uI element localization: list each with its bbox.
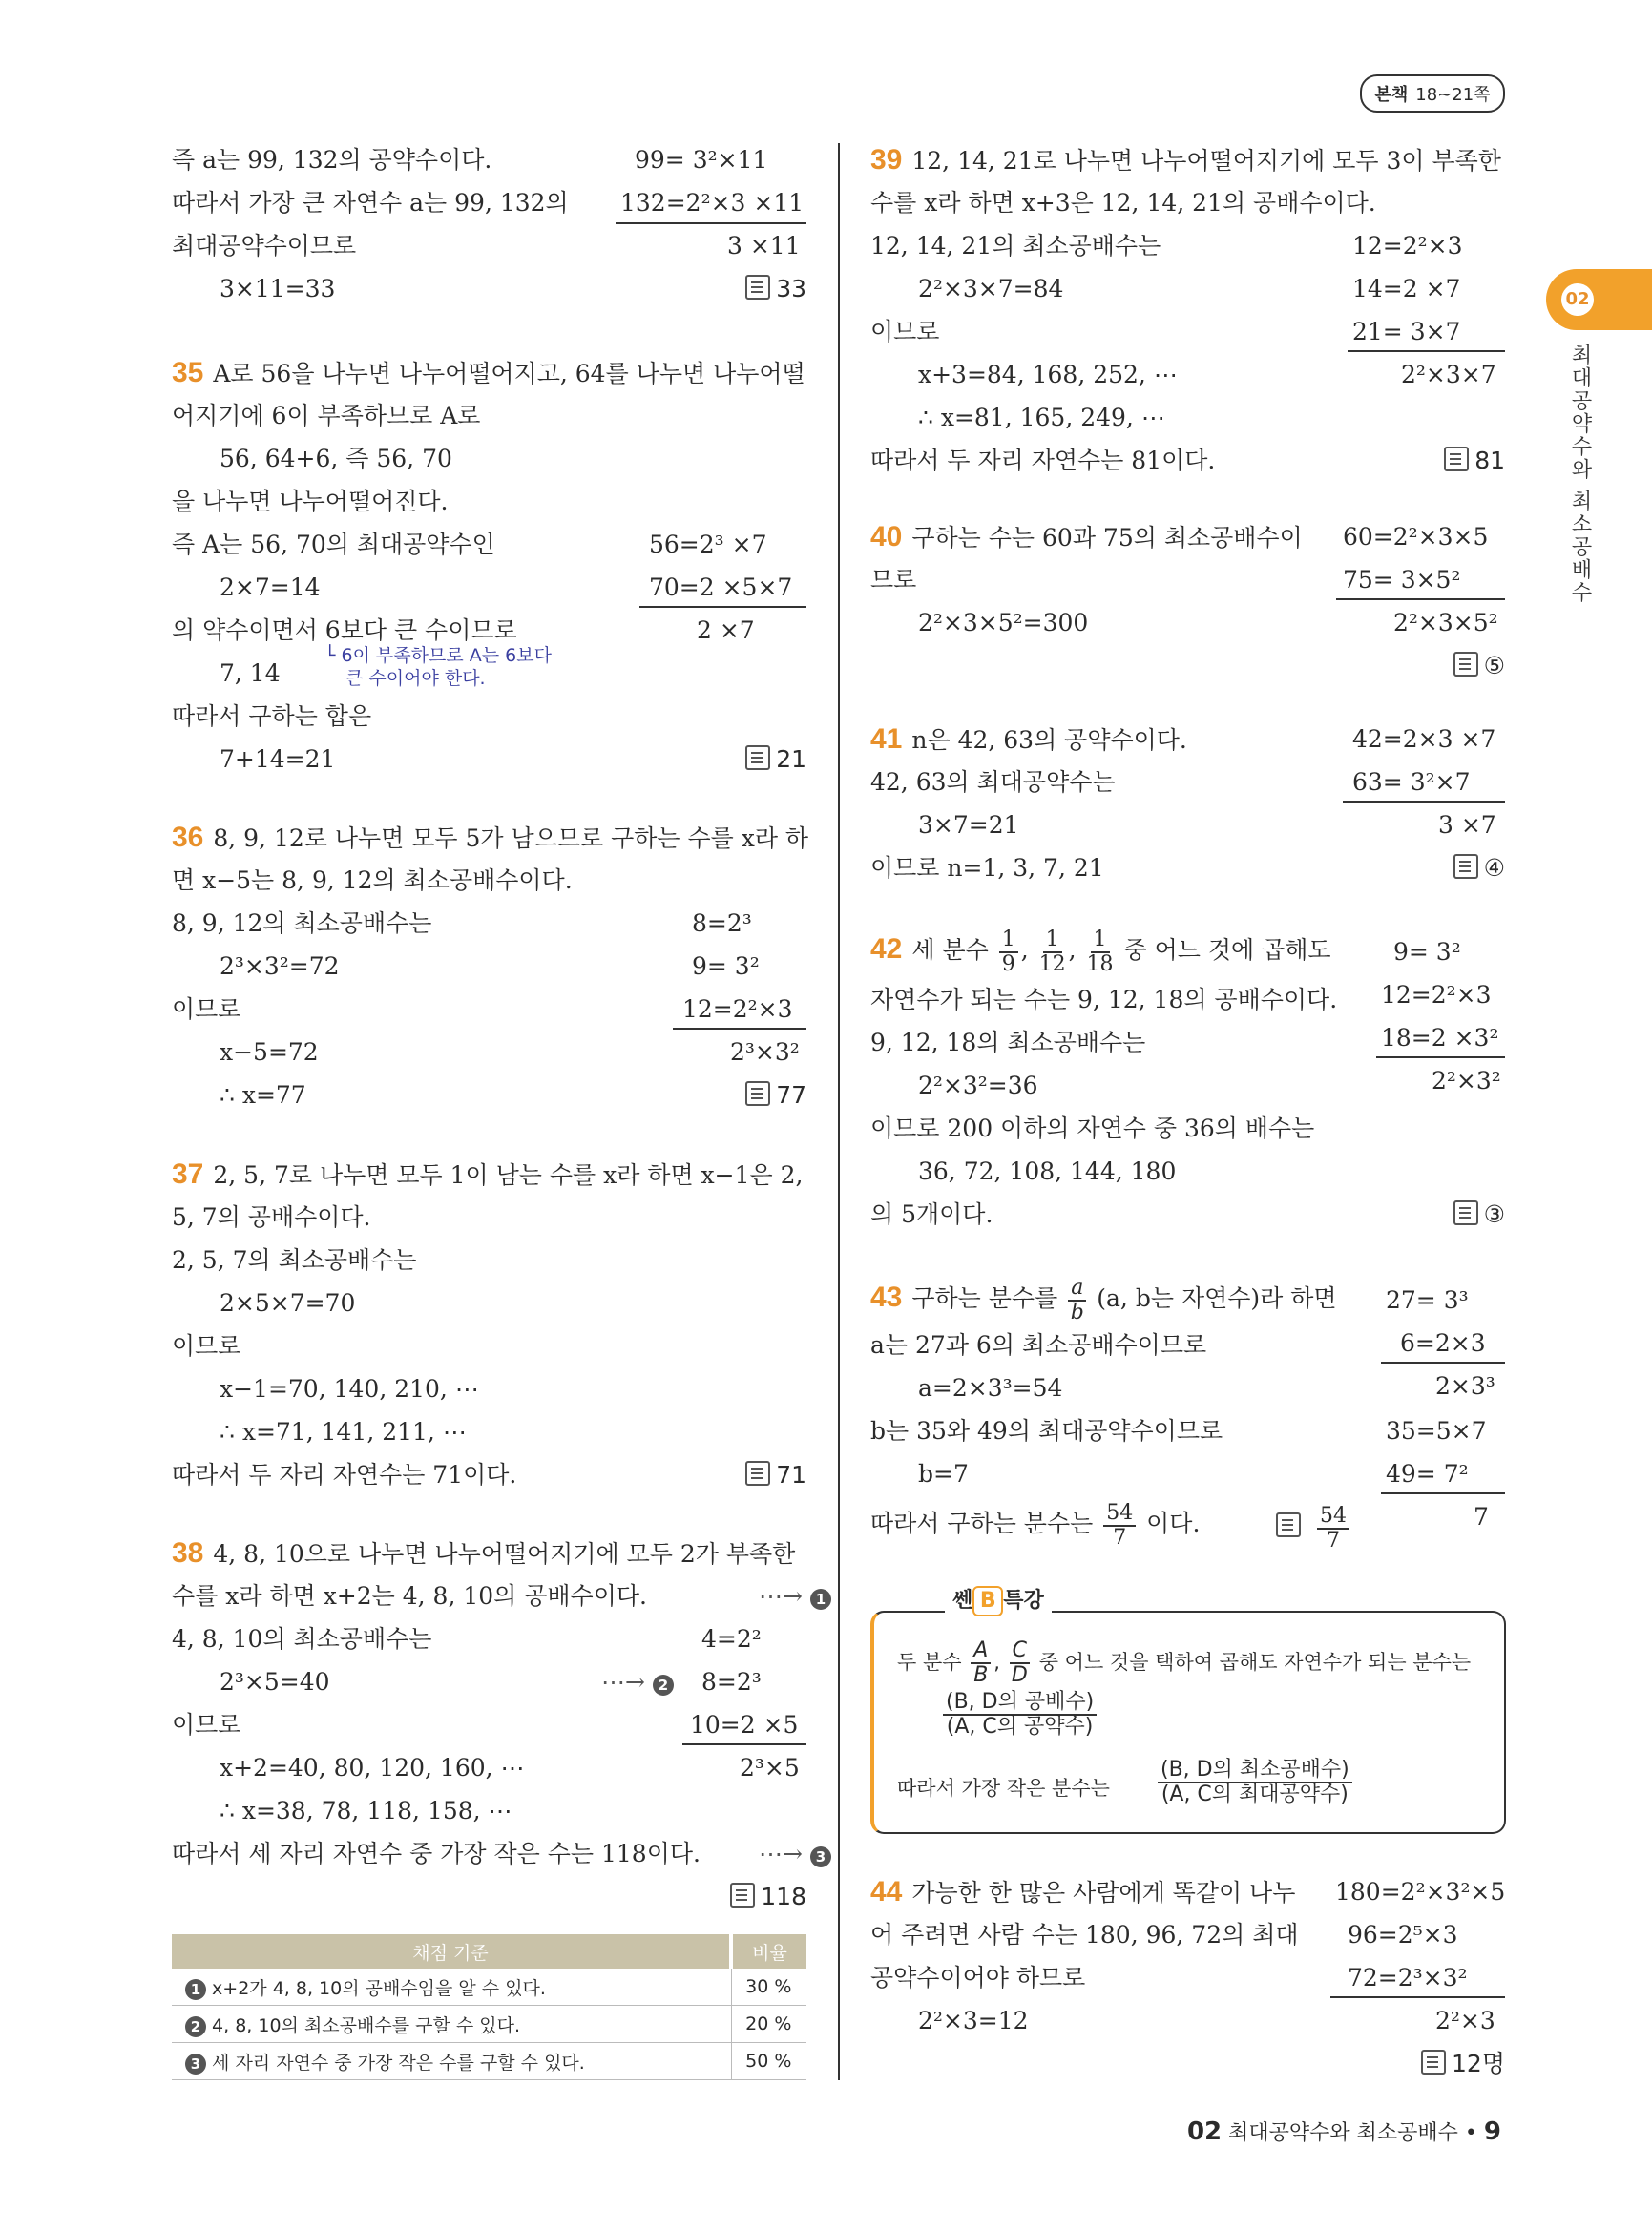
p39-line6: x+3=84, 168, 252, ⋯ [918,361,1178,388]
p41-factor1: 42=2×3 ×7 [1352,725,1496,753]
p39-rule [1348,350,1505,352]
p36-factor2: 9= 3² [692,952,760,980]
p37-line5: 이므로 [172,1332,241,1360]
p41-answer: ④ [1453,851,1505,886]
p44-line1: 44 가능한 한 많은 사람에게 똑같이 나누 [870,1876,1296,1908]
p34-factor2: 132=2²×3 ×11 [620,189,805,217]
answer-icon [745,745,770,770]
p38-line5: 이므로 [172,1711,241,1739]
p39-line1: 39 12, 14, 21로 나누면 나누어떨어지기에 모두 3이 부족한 [870,144,1501,176]
p35-line5: 즉 A는 56, 70의 최대공약수인 [172,531,495,558]
problem-number: 38 [172,1537,204,1569]
p42-line2: 자연수가 되는 수는 9, 12, 18의 공배수이다. [870,986,1338,1013]
p42-answer: ③ [1453,1198,1505,1232]
grading-header-ratio: 비율 [731,1934,806,1969]
p40-line3: 2²×3×5²=300 [918,609,1089,636]
p41-line2: 42, 63의 최대공약수는 [870,768,1116,796]
p43-gcd: 7 [1474,1503,1489,1531]
p40-lcm: 2²×3×5² [1393,609,1498,636]
p43-line5: b=7 [918,1460,969,1488]
p38-factor1: 4=2² [701,1625,762,1653]
p35-note1: └ 6이 부족하므로 A는 6보다 [324,645,552,666]
fraction: $\frac{1}{9}$ [999,928,1018,976]
step-marker-3: ⋯→ 3 [759,1837,831,1871]
p41-line1: 41 n은 42, 63의 공약수이다. [870,723,1187,755]
p44-factor1: 180=2²×3²×5 [1335,1878,1506,1906]
p38-line3: 4, 8, 10의 최소공배수는 [172,1625,432,1653]
p42-line5: 이므로 200 이하의 자연수 중 36의 배수는 [870,1115,1315,1142]
special-lecture-label: 쎈 B 특강 [945,1584,1052,1616]
p43-answer [1276,1503,1352,1553]
p36-lcm: 2³×3² [730,1038,800,1066]
page-number: 9 [1483,2117,1501,2146]
p34-factor1: 99= 3²×11 [635,146,768,174]
p42-rule [1376,1056,1505,1058]
p34-answer: 33 [745,272,806,306]
p38-factor2: 8=2³ [701,1668,762,1696]
p43-line6: 따라서 구하는 분수는 $\frac{54}{7}$ 이다. [870,1500,1201,1550]
page-range: 18~21쪽 [1415,85,1491,105]
p39-answer: 81 [1444,444,1505,478]
step-marker-2: ⋯→ 2 [601,1665,674,1699]
p39-line4: 2²×3×7=84 [918,275,1064,302]
p41-factor2: 63= 3²×7 [1352,768,1471,796]
answer-icon [1276,1512,1301,1537]
p44-line3: 공약수이어야 하므로 [870,1964,1086,1991]
problem-number: 36 [172,822,204,853]
p39-lcm: 2²×3×7 [1401,361,1496,388]
p43-factor2: 6=2×3 [1400,1329,1486,1357]
p34-rule [616,222,806,224]
p36-line4: 2³×3²=72 [220,952,340,980]
p44-factor2: 96=2⁵×3 [1348,1921,1458,1949]
p35-line10: 7+14=21 [220,745,336,773]
p42-line4: 2²×3²=36 [918,1072,1038,1099]
p44-line2: 어 주려면 사람 수는 180, 96, 72의 최대 [870,1921,1299,1949]
p36-factor1: 8=2³ [692,909,752,937]
p35-line9: 따라서 구하는 합은 [172,702,372,730]
problem-number: 35 [172,357,204,388]
p42-line1: 42 세 분수 $\frac{1}{9}$ , $\frac{1}{12}$ , $\frac{1}{18}$ 중 어느 것에 곱해도 [870,927,1331,976]
problem-number: 43 [870,1282,903,1313]
p38-line1: 38 4, 8, 10으로 나누면 나누어떨어지기에 모두 2가 부족한 [172,1537,796,1569]
p38-factor3: 10=2 ×5 [690,1711,799,1739]
fraction: $\frac{A}{B}$ [971,1639,991,1687]
answer-icon [1444,447,1469,471]
p35-factor2: 70=2 ×5×7 [649,573,793,601]
p43-rule2 [1381,1492,1505,1494]
p34-line4: 3×11=33 [220,275,336,302]
p36-line3: 8, 9, 12의 최소공배수는 [172,909,432,937]
p36-line2: 면 x−5는 8, 9, 12의 최소공배수이다. [172,866,573,894]
p36-factor3: 12=2²×3 [682,995,793,1023]
p35-line2: 어지기에 6이 부족하므로 A로 [172,402,481,429]
p37-line8: 따라서 두 자리 자연수는 71이다. [172,1461,517,1489]
problem-number: 44 [870,1876,903,1908]
p38-line6: x+2=40, 80, 120, 160, ⋯ [220,1754,525,1782]
p42-line3: 9, 12, 18의 최소공배수는 [870,1029,1146,1056]
p35-answer: 21 [745,742,806,777]
p34-line2: 따라서 가장 큰 자연수 a는 99, 132의 [172,189,569,217]
grading-row: 1 x+2가 4, 8, 10의 공배수임을 알 수 있다. 30 % [172,1969,806,2006]
p43-factor3: 35=5×7 [1386,1417,1487,1445]
footer-chapter: 02 [1186,2117,1223,2146]
p34-line1: 즉 a는 99, 132의 공약수이다. [172,146,492,174]
p41-rule [1343,801,1505,803]
answer-icon [1421,2050,1446,2075]
p37-line6: x−1=70, 140, 210, ⋯ [220,1375,479,1403]
answer-icon [745,1461,770,1486]
chapter-title: 최대공약수와 최소공배수 [1568,344,1592,604]
p34-line3: 최대공약수이므로 [172,232,357,260]
problem-number: 42 [870,933,903,965]
p38-line4: 2³×5=40 [220,1668,330,1696]
problem-number: 39 [870,144,903,176]
p36-line5: 이므로 [172,995,241,1023]
p38-answer: 118 [730,1880,806,1914]
fraction: $\frac{C}{D}$ [1010,1639,1030,1687]
problem-number: 41 [870,723,903,755]
p42-factor2: 12=2²×3 [1381,981,1492,1009]
p34-gcd: 3 ×11 [727,232,801,260]
fraction: $\frac{\text{(B, D의 공배수)}}{\text{(A, C의 공약수)}}$ [943,1691,1097,1739]
p44-line4: 2²×3=12 [918,2007,1029,2034]
grading-row: 2 4, 8, 10의 최소공배수를 구할 수 있다. 20 % [172,2006,806,2043]
fraction: $\frac{a}{b}$ [1068,1277,1086,1324]
p43-line2: a는 27과 6의 최소공배수이므로 [870,1331,1207,1359]
special-text1: 두 분수 $\frac{A}{B}$ , $\frac{C}{D}$ 중 어느 것을 택하여 곱해도 자연수가 되는 분수는 [897,1638,1472,1687]
p38-lcm: 2³×5 [740,1754,800,1782]
p35-line3: 56, 64+6, 즉 56, 70 [220,445,452,472]
footer-title: 최대공약수와 최소공배수 [1228,2121,1458,2145]
p36-answer: 77 [745,1078,806,1113]
p36-rule [673,1028,806,1030]
p35-line6: 2×7=14 [220,573,321,601]
p37-line7: ∴ x=71, 141, 211, ⋯ [220,1418,467,1446]
p38-line7: ∴ x=38, 78, 118, 158, ⋯ [220,1797,512,1824]
p38-line2: 수를 x라 하면 x+2는 4, 8, 10의 공배수이다. [172,1582,647,1610]
p35-line7: 의 약수이면서 6보다 큰 수이므로 [172,616,517,644]
p43-lcm: 2×3³ [1435,1372,1495,1400]
grading-header-criteria: 채점 기준 [172,1934,731,1969]
p39-factor2: 14=2 ×7 [1352,275,1461,302]
step-marker-1: ⋯→ 1 [759,1579,831,1614]
p43-factor1: 27= 3³ [1386,1286,1469,1314]
p42-line7: 의 5개이다. [870,1200,993,1228]
p44-answer: 12명 [1421,2047,1505,2081]
p35-note2: 큰 수이어야 한다. [345,668,486,689]
p38-line8: 따라서 세 자리 자연수 중 가장 작은 수는 118이다. [172,1840,701,1867]
p36-line1: 36 8, 9, 12로 나누면 모두 5가 남으므로 구하는 수를 x라 하 [172,822,809,853]
p37-line3: 2, 5, 7의 최소공배수는 [172,1246,417,1274]
p39-factor3: 21= 3×7 [1352,318,1461,345]
grading-row: 3 세 자리 자연수 중 가장 작은 수를 구할 수 있다. 50 % [172,2043,806,2080]
p38-rule [682,1743,806,1745]
p40-factor2: 75= 3×5² [1343,566,1461,594]
p39-line8: 따라서 두 자리 자연수는 81이다. [870,447,1216,474]
p41-gcd: 3 ×7 [1438,811,1496,839]
p41-line3: 3×7=21 [918,811,1019,839]
b-badge-icon: B [972,1586,1003,1616]
special-fraction1 [940,1691,1099,1739]
book-label: 본책 [1374,85,1409,105]
answer-icon [745,1081,770,1106]
p43-line4: b는 35와 49의 최대공약수이므로 [870,1417,1223,1445]
p39-line5: 이므로 [870,318,940,345]
answer-icon [730,1883,755,1908]
p42-factor1: 9= 3² [1393,938,1461,966]
p43-rule1 [1381,1362,1505,1364]
page-footer: 02 최대공약수와 최소공배수 • 9 [1186,2117,1501,2146]
source-pages-badge [1360,74,1505,113]
p43-line1: 43 구하는 분수를 $\frac{a}{b}$ (a, b는 자연수)라 하면 [870,1275,1337,1324]
p37-answer: 71 [745,1458,806,1492]
p40-rule [1336,598,1505,600]
chapter-number: 02 [1561,283,1594,316]
p37-line1: 37 2, 5, 7로 나누면 모두 1이 남는 수를 x라 하면 x−1은 2, [172,1158,804,1190]
p39-factor1: 12=2²×3 [1352,232,1463,260]
p35-gcd: 2 ×7 [697,616,755,644]
grading-table [172,1934,806,2080]
p41-line4: 이므로 n=1, 3, 7, 21 [870,854,1104,882]
fraction: $\frac{54}{7}$ [1317,1505,1349,1553]
problem-number: 40 [870,521,903,553]
p43-line3: a=2×3³=54 [918,1374,1063,1402]
p35-line1: 35 A로 56을 나누면 나누어떨어지고, 64를 나누면 나누어떨 [172,357,805,388]
column-divider [838,143,840,2080]
p37-line2: 5, 7의 공배수이다. [172,1203,371,1231]
p39-line2: 수를 x라 하면 x+3은 12, 14, 21의 공배수이다. [870,189,1376,217]
p36-line6: x−5=72 [220,1038,319,1066]
p35-rule [639,606,806,608]
p35-factor1: 56=2³ ×7 [649,531,767,558]
answer-icon [745,275,770,300]
answer-icon [1453,1200,1478,1225]
p40-line2: 므로 [870,566,917,594]
fraction: $\frac{1}{12}$ [1038,927,1066,976]
p39-line7: ∴ x=81, 165, 249, ⋯ [918,404,1165,431]
p40-answer: ⑤ [1453,649,1505,683]
p39-line3: 12, 14, 21의 최소공배수는 [870,232,1161,260]
p44-factor3: 72=2³×3² [1348,1964,1468,1991]
p43-factor4: 49= 7² [1386,1460,1469,1488]
p37-line4: 2×5×7=70 [220,1289,356,1317]
p42-line6: 36, 72, 108, 144, 180 [918,1157,1177,1185]
answer-icon [1453,854,1478,879]
fraction: $\frac{1}{18}$ [1086,927,1114,976]
p42-lcm: 2²×3² [1432,1067,1501,1095]
p42-factor3: 18=2 ×3² [1381,1024,1499,1052]
p44-rule [1330,1996,1505,1998]
p36-line7: ∴ x=77 [220,1081,306,1109]
grading-header [172,1934,806,1969]
fraction: $\frac{54}{7}$ [1103,1502,1136,1550]
problem-number: 37 [172,1158,204,1190]
p35-line8: 7, 14 [220,659,281,687]
answer-icon [1453,652,1478,677]
p40-line1: 40 구하는 수는 60과 75의 최소공배수이 [870,521,1303,553]
p40-factor1: 60=2²×3×5 [1343,523,1489,551]
special-fraction2 [1155,1759,1355,1806]
p35-line4: 을 나누면 나누어떨어진다. [172,488,449,515]
special-text2: 따라서 가장 작은 분수는 [897,1777,1110,1800]
p44-gcd: 2²×3 [1435,2007,1495,2034]
fraction: $\frac{\text{(B, D의 최소공배수)}}{\text{(A, C의 최대공약수)}}$ [1158,1759,1352,1806]
